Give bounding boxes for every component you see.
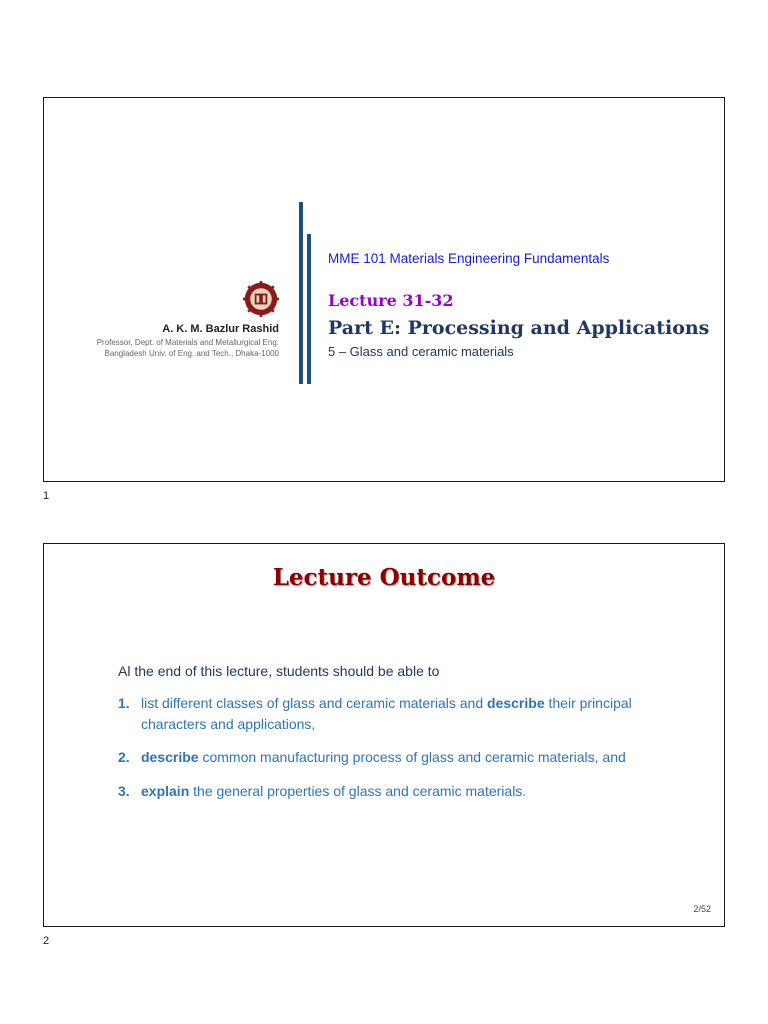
slide-title: Lecture Outcome <box>272 564 496 591</box>
university-seal-icon <box>243 281 279 317</box>
author-affiliation: Bangladesh Univ. of Eng. and Tech., Dhaka-1000 <box>104 349 279 358</box>
item-number: 2. <box>118 749 130 765</box>
course-title: MME 101 Materials Engineering Fundamentals <box>328 251 610 266</box>
slide-1 <box>43 97 725 482</box>
outcome-item <box>118 693 678 735</box>
item-keyword: describe <box>141 749 199 765</box>
slide-number-1: 1 <box>43 490 50 502</box>
author-name: A. K. M. Bazlur Rashid <box>162 323 279 335</box>
author-title: Professor, Dept. of Materials and Metallurgical Eng. <box>96 338 279 347</box>
divider-bar-long <box>299 202 303 384</box>
lecture-number: Lecture 31-32 <box>328 291 454 310</box>
part-title: Part E: Processing and Applications <box>328 317 710 339</box>
intro-text: Al the end of this lecture, students should be able to <box>118 663 440 679</box>
divider-bar-short <box>307 234 311 384</box>
item-keyword: explain <box>141 783 190 799</box>
item-text: their principal characters and applications, <box>141 695 632 732</box>
item-text: common manufacturing process of glass and ceramic materials, and <box>198 749 626 765</box>
page-number: 2/52 <box>693 904 711 914</box>
item-number: 3. <box>118 783 130 799</box>
topic-subtitle: 5 – Glass and ceramic materials <box>328 344 514 359</box>
slide-number-2: 2 <box>43 935 50 947</box>
item-number: 1. <box>118 695 130 711</box>
slide-2 <box>43 543 725 927</box>
item-text: list different classes of glass and ceramic materials and <box>141 695 488 711</box>
item-text: the general properties of glass and ceramic materials. <box>189 783 527 799</box>
outcome-item <box>118 747 678 768</box>
item-keyword: describe <box>487 695 545 711</box>
outcome-item <box>118 781 678 802</box>
